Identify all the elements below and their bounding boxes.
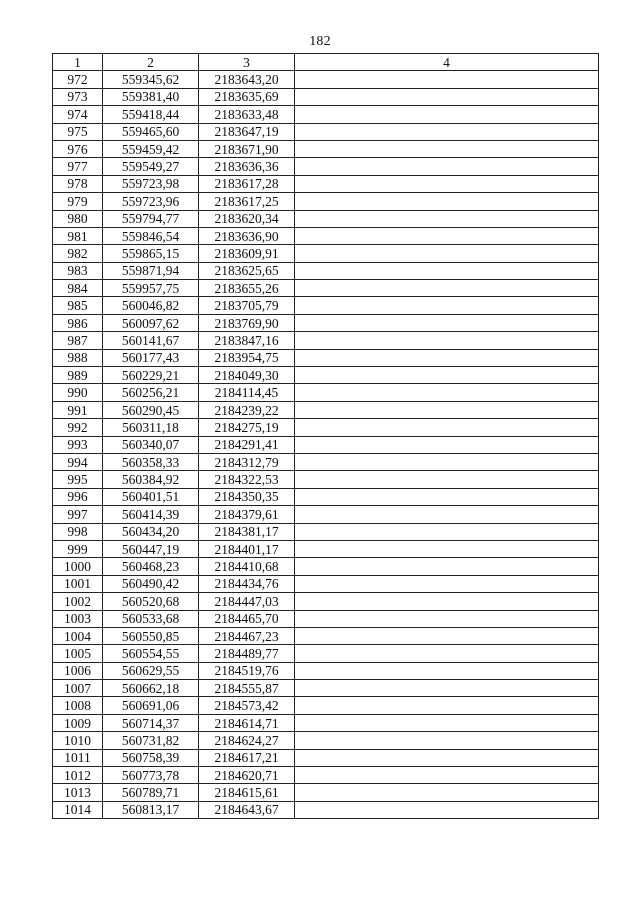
point-number-cell: 977 — [53, 158, 103, 175]
x-coordinate-cell: 559957,75 — [103, 280, 199, 297]
y-coordinate-cell: 2183636,90 — [199, 227, 295, 244]
table-row — [53, 106, 599, 123]
note-cell — [295, 732, 599, 749]
note-cell — [295, 419, 599, 436]
point-number-cell: 984 — [53, 280, 103, 297]
page-number: 182 — [309, 34, 331, 49]
x-coordinate-cell: 560662,18 — [103, 680, 199, 697]
table-row — [53, 332, 599, 349]
y-coordinate-cell: 2184291,41 — [199, 436, 295, 453]
x-coordinate-cell: 559465,60 — [103, 123, 199, 140]
header-col-2: 2 — [103, 54, 199, 71]
x-coordinate-cell: 560691,06 — [103, 697, 199, 714]
y-coordinate-cell: 2183769,90 — [199, 314, 295, 331]
table-row — [53, 349, 599, 366]
table-row — [53, 140, 599, 157]
note-cell — [295, 471, 599, 488]
x-coordinate-cell: 559381,40 — [103, 88, 199, 105]
note-cell — [295, 488, 599, 505]
y-coordinate-cell: 2184617,21 — [199, 749, 295, 766]
note-cell — [295, 610, 599, 627]
point-number-cell: 1014 — [53, 801, 103, 818]
table-row — [53, 767, 599, 784]
table-row — [53, 575, 599, 592]
table-row — [53, 193, 599, 210]
y-coordinate-cell: 2184350,35 — [199, 488, 295, 505]
point-number-cell: 1013 — [53, 784, 103, 801]
note-cell — [295, 593, 599, 610]
x-coordinate-cell: 559723,96 — [103, 193, 199, 210]
x-coordinate-cell: 560714,37 — [103, 714, 199, 731]
note-cell — [295, 401, 599, 418]
table-row — [53, 419, 599, 436]
y-coordinate-cell: 2184614,71 — [199, 714, 295, 731]
table-row — [53, 88, 599, 105]
point-number-cell: 998 — [53, 523, 103, 540]
note-cell — [295, 680, 599, 697]
point-number-cell: 1002 — [53, 593, 103, 610]
y-coordinate-cell: 2183609,91 — [199, 245, 295, 262]
y-coordinate-cell: 2183617,28 — [199, 175, 295, 192]
x-coordinate-cell: 560533,68 — [103, 610, 199, 627]
note-cell — [295, 367, 599, 384]
x-coordinate-cell: 559865,15 — [103, 245, 199, 262]
x-coordinate-cell: 560468,23 — [103, 558, 199, 575]
table-row — [53, 749, 599, 766]
x-coordinate-cell: 560731,82 — [103, 732, 199, 749]
point-number-cell: 1007 — [53, 680, 103, 697]
x-coordinate-cell: 560414,39 — [103, 506, 199, 523]
table-row — [53, 471, 599, 488]
note-cell — [295, 123, 599, 140]
y-coordinate-cell: 2184312,79 — [199, 453, 295, 470]
y-coordinate-cell: 2184465,70 — [199, 610, 295, 627]
y-coordinate-cell: 2184489,77 — [199, 645, 295, 662]
x-coordinate-cell: 560520,68 — [103, 593, 199, 610]
note-cell — [295, 540, 599, 557]
point-number-cell: 973 — [53, 88, 103, 105]
x-coordinate-cell: 559723,98 — [103, 175, 199, 192]
header-row — [53, 54, 599, 71]
table-row — [53, 158, 599, 175]
x-coordinate-cell: 560311,18 — [103, 419, 199, 436]
table-row — [53, 662, 599, 679]
note-cell — [295, 558, 599, 575]
point-number-cell: 993 — [53, 436, 103, 453]
note-cell — [295, 645, 599, 662]
y-coordinate-cell: 2184555,87 — [199, 680, 295, 697]
note-cell — [295, 662, 599, 679]
table-row — [53, 540, 599, 557]
note-cell — [295, 332, 599, 349]
note-cell — [295, 280, 599, 297]
x-coordinate-cell: 560340,07 — [103, 436, 199, 453]
table-row — [53, 314, 599, 331]
point-number-cell: 978 — [53, 175, 103, 192]
point-number-cell: 999 — [53, 540, 103, 557]
y-coordinate-cell: 2184643,67 — [199, 801, 295, 818]
note-cell — [295, 714, 599, 731]
x-coordinate-cell: 560758,39 — [103, 749, 199, 766]
y-coordinate-cell: 2183617,25 — [199, 193, 295, 210]
point-number-cell: 997 — [53, 506, 103, 523]
table-row — [53, 384, 599, 401]
x-coordinate-cell: 560256,21 — [103, 384, 199, 401]
x-coordinate-cell: 560447,19 — [103, 540, 199, 557]
note-cell — [295, 158, 599, 175]
table-row — [53, 697, 599, 714]
y-coordinate-cell: 2183671,90 — [199, 140, 295, 157]
y-coordinate-cell: 2183655,26 — [199, 280, 295, 297]
point-number-cell: 985 — [53, 297, 103, 314]
note-cell — [295, 384, 599, 401]
x-coordinate-cell: 560401,51 — [103, 488, 199, 505]
table-row — [53, 297, 599, 314]
y-coordinate-cell: 2183620,34 — [199, 210, 295, 227]
x-coordinate-cell: 560177,43 — [103, 349, 199, 366]
y-coordinate-cell: 2183705,79 — [199, 297, 295, 314]
y-coordinate-cell: 2183625,65 — [199, 262, 295, 279]
point-number-cell: 987 — [53, 332, 103, 349]
point-number-cell: 995 — [53, 471, 103, 488]
note-cell — [295, 71, 599, 88]
point-number-cell: 972 — [53, 71, 103, 88]
note-cell — [295, 784, 599, 801]
x-coordinate-cell: 559418,44 — [103, 106, 199, 123]
point-number-cell: 1012 — [53, 767, 103, 784]
table-body — [53, 71, 599, 819]
y-coordinate-cell: 2184114,45 — [199, 384, 295, 401]
point-number-cell: 1000 — [53, 558, 103, 575]
point-number-cell: 1004 — [53, 627, 103, 644]
point-number-cell: 986 — [53, 314, 103, 331]
point-number-cell: 1001 — [53, 575, 103, 592]
y-coordinate-cell: 2183847,16 — [199, 332, 295, 349]
point-number-cell: 996 — [53, 488, 103, 505]
y-coordinate-cell: 2184615,61 — [199, 784, 295, 801]
point-number-cell: 1003 — [53, 610, 103, 627]
x-coordinate-cell: 560789,71 — [103, 784, 199, 801]
note-cell — [295, 210, 599, 227]
table-row — [53, 227, 599, 244]
y-coordinate-cell: 2184275,19 — [199, 419, 295, 436]
table-row — [53, 558, 599, 575]
table-row — [53, 488, 599, 505]
y-coordinate-cell: 2184049,30 — [199, 367, 295, 384]
point-number-cell: 1005 — [53, 645, 103, 662]
y-coordinate-cell: 2184447,03 — [199, 593, 295, 610]
note-cell — [295, 453, 599, 470]
table-row — [53, 732, 599, 749]
x-coordinate-cell: 560229,21 — [103, 367, 199, 384]
table-row — [53, 680, 599, 697]
table-row — [53, 784, 599, 801]
note-cell — [295, 801, 599, 818]
note-cell — [295, 436, 599, 453]
x-coordinate-cell: 559345,62 — [103, 71, 199, 88]
x-coordinate-cell: 560550,85 — [103, 627, 199, 644]
y-coordinate-cell: 2183633,48 — [199, 106, 295, 123]
y-coordinate-cell: 2184467,23 — [199, 627, 295, 644]
note-cell — [295, 523, 599, 540]
table-row — [53, 714, 599, 731]
point-number-cell: 983 — [53, 262, 103, 279]
table-row — [53, 175, 599, 192]
point-number-cell: 994 — [53, 453, 103, 470]
header-col-4: 4 — [295, 54, 599, 71]
note-cell — [295, 193, 599, 210]
y-coordinate-cell: 2183636,36 — [199, 158, 295, 175]
x-coordinate-cell: 560554,55 — [103, 645, 199, 662]
table-row — [53, 401, 599, 418]
table-row — [53, 262, 599, 279]
header-col-3: 3 — [199, 54, 295, 71]
note-cell — [295, 697, 599, 714]
y-coordinate-cell: 2183954,75 — [199, 349, 295, 366]
point-number-cell: 976 — [53, 140, 103, 157]
note-cell — [295, 314, 599, 331]
y-coordinate-cell: 2184379,61 — [199, 506, 295, 523]
table-row — [53, 71, 599, 88]
table-row — [53, 645, 599, 662]
note-cell — [295, 106, 599, 123]
point-number-cell: 982 — [53, 245, 103, 262]
x-coordinate-cell: 560490,42 — [103, 575, 199, 592]
note-cell — [295, 297, 599, 314]
note-cell — [295, 627, 599, 644]
table-row — [53, 506, 599, 523]
note-cell — [295, 767, 599, 784]
y-coordinate-cell: 2184624,27 — [199, 732, 295, 749]
table-row — [53, 523, 599, 540]
y-coordinate-cell: 2184620,71 — [199, 767, 295, 784]
y-coordinate-cell: 2184401,17 — [199, 540, 295, 557]
x-coordinate-cell: 560290,45 — [103, 401, 199, 418]
table-row — [53, 280, 599, 297]
table-row — [53, 801, 599, 818]
note-cell — [295, 262, 599, 279]
x-coordinate-cell: 559794,77 — [103, 210, 199, 227]
y-coordinate-cell: 2184381,17 — [199, 523, 295, 540]
x-coordinate-cell: 560097,62 — [103, 314, 199, 331]
note-cell — [295, 175, 599, 192]
y-coordinate-cell: 2183635,69 — [199, 88, 295, 105]
y-coordinate-cell: 2184322,53 — [199, 471, 295, 488]
point-number-cell: 1009 — [53, 714, 103, 731]
y-coordinate-cell: 2183643,20 — [199, 71, 295, 88]
note-cell — [295, 88, 599, 105]
x-coordinate-cell: 560046,82 — [103, 297, 199, 314]
x-coordinate-cell: 560384,92 — [103, 471, 199, 488]
note-cell — [295, 349, 599, 366]
point-number-cell: 981 — [53, 227, 103, 244]
y-coordinate-cell: 2184434,76 — [199, 575, 295, 592]
table-row — [53, 210, 599, 227]
table-row — [53, 627, 599, 644]
y-coordinate-cell: 2184519,76 — [199, 662, 295, 679]
x-coordinate-cell: 560813,17 — [103, 801, 199, 818]
x-coordinate-cell: 560629,55 — [103, 662, 199, 679]
table-row — [53, 436, 599, 453]
point-number-cell: 980 — [53, 210, 103, 227]
point-number-cell: 975 — [53, 123, 103, 140]
table-row — [53, 593, 599, 610]
point-number-cell: 992 — [53, 419, 103, 436]
point-number-cell: 974 — [53, 106, 103, 123]
point-number-cell: 1011 — [53, 749, 103, 766]
point-number-cell: 991 — [53, 401, 103, 418]
note-cell — [295, 506, 599, 523]
note-cell — [295, 575, 599, 592]
point-number-cell: 989 — [53, 367, 103, 384]
note-cell — [295, 245, 599, 262]
x-coordinate-cell: 560141,67 — [103, 332, 199, 349]
x-coordinate-cell: 559459,42 — [103, 140, 199, 157]
y-coordinate-cell: 2184410,68 — [199, 558, 295, 575]
x-coordinate-cell: 559871,94 — [103, 262, 199, 279]
x-coordinate-cell: 560773,78 — [103, 767, 199, 784]
table-row — [53, 367, 599, 384]
point-number-cell: 1008 — [53, 697, 103, 714]
header-col-1: 1 — [53, 54, 103, 71]
table-row — [53, 453, 599, 470]
point-number-cell: 1010 — [53, 732, 103, 749]
note-cell — [295, 749, 599, 766]
point-number-cell: 1006 — [53, 662, 103, 679]
y-coordinate-cell: 2183647,19 — [199, 123, 295, 140]
point-number-cell: 988 — [53, 349, 103, 366]
x-coordinate-cell: 560434,20 — [103, 523, 199, 540]
table-header — [53, 54, 599, 71]
note-cell — [295, 227, 599, 244]
table-row — [53, 610, 599, 627]
y-coordinate-cell: 2184239,22 — [199, 401, 295, 418]
table-row — [53, 123, 599, 140]
note-cell — [295, 140, 599, 157]
y-coordinate-cell: 2184573,42 — [199, 697, 295, 714]
point-number-cell: 990 — [53, 384, 103, 401]
x-coordinate-cell: 559549,27 — [103, 158, 199, 175]
point-number-cell: 979 — [53, 193, 103, 210]
x-coordinate-cell: 560358,33 — [103, 453, 199, 470]
table-row — [53, 245, 599, 262]
x-coordinate-cell: 559846,54 — [103, 227, 199, 244]
coordinates-table — [52, 53, 599, 819]
